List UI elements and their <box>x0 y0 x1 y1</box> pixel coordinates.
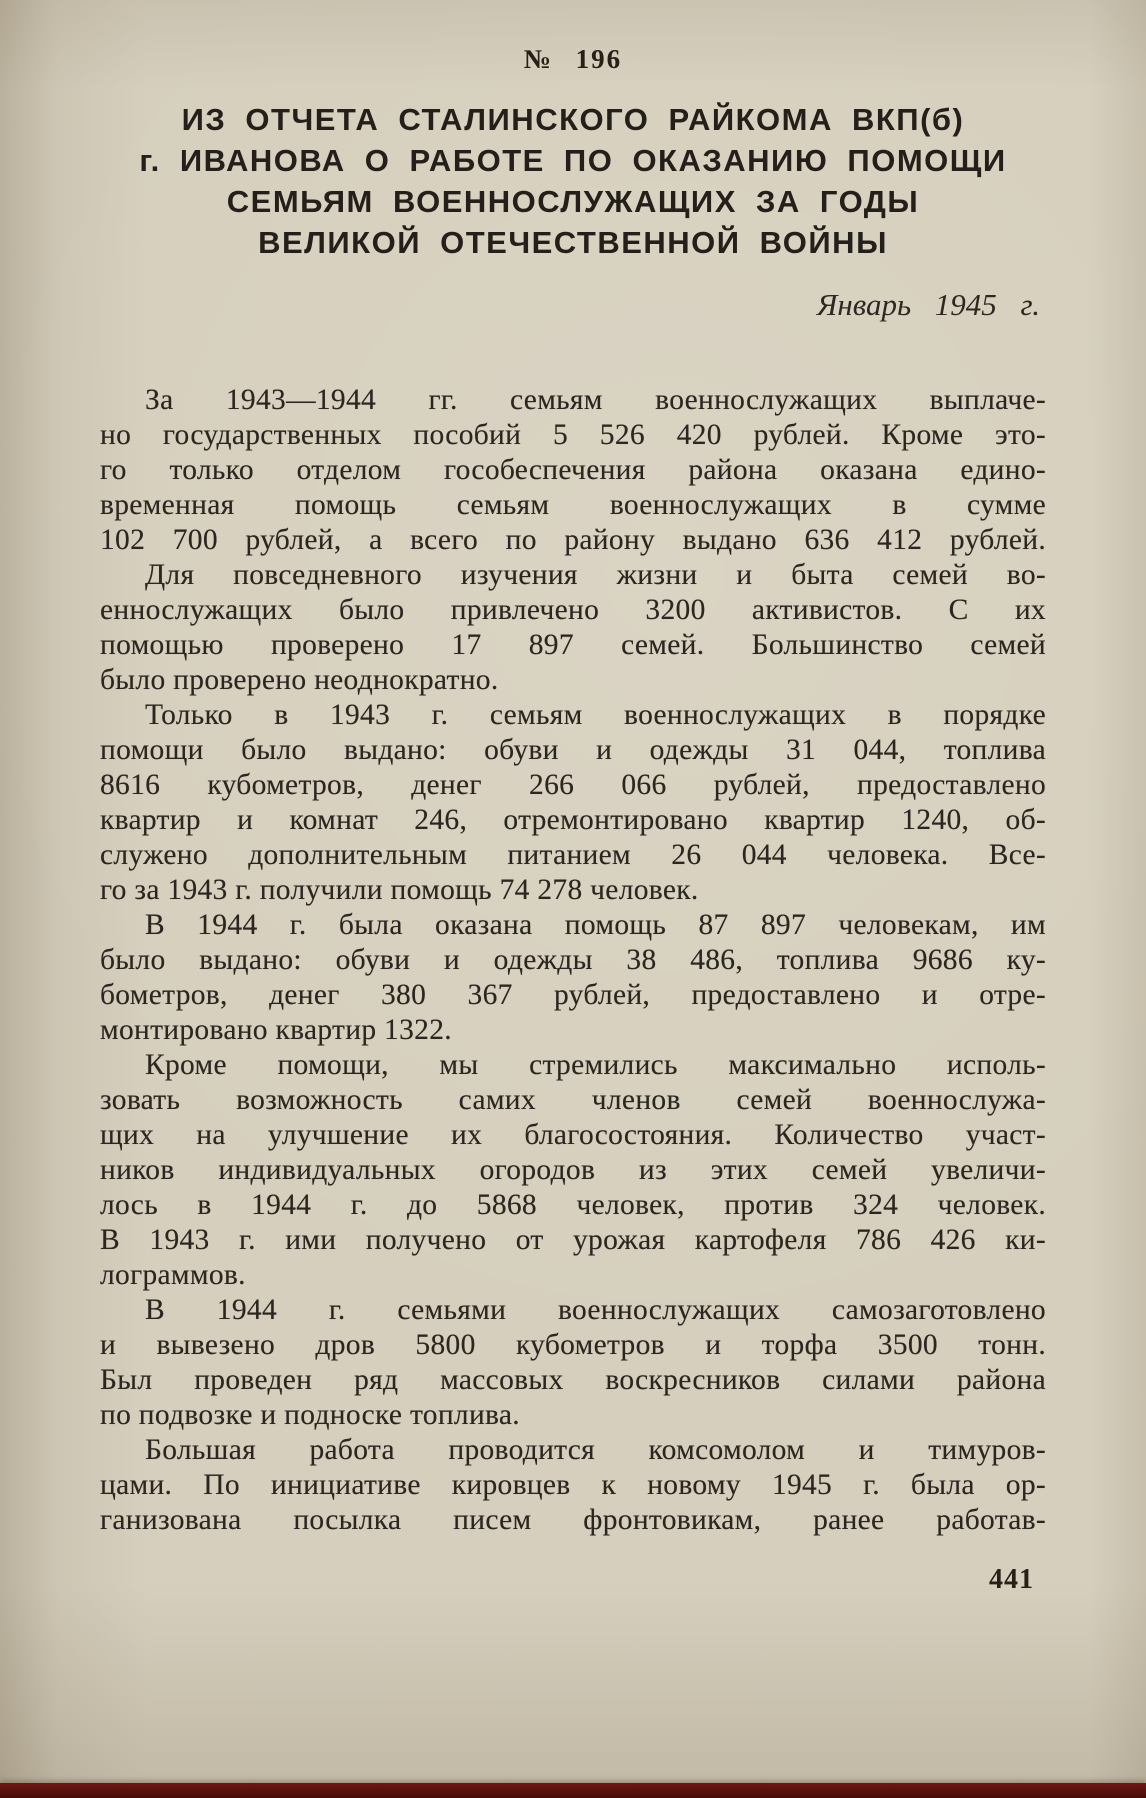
body-line: помощью проверено 17 897 семей. Большинство семей <box>100 629 1046 661</box>
body-line: монтировано квартир 1322. <box>100 1014 452 1046</box>
body-line: Большая работа проводится комсомолом и тимуров- <box>145 1434 1046 1466</box>
body-line: по подвозке и подноске топлива. <box>100 1399 520 1431</box>
doc-number: № 196 <box>523 44 623 74</box>
body-line: щих на улучшение их благосостояния. Количество участ- <box>100 1119 1046 1151</box>
body-line: лограммов. <box>100 1259 246 1291</box>
document-body <box>100 383 1046 1538</box>
body-line: зовать возможность самих членов семей военнослужа- <box>100 1084 1046 1116</box>
body-line: служено дополнительным питанием 26 044 человека. Все- <box>100 839 1046 871</box>
body-line: Был проведен ряд массовых воскресников силами района <box>100 1364 1046 1396</box>
book-binding-edge <box>0 1783 1146 1798</box>
title-line-1: ИЗ ОТЧЕТА СТАЛИНСКОГО РАЙКОМА ВКП(б) <box>181 102 965 137</box>
body-line: В 1944 г. семьями военнослужащих самозаготовлено <box>145 1294 1046 1326</box>
body-line: еннослужащих было привлечено 3200 активистов. С их <box>100 594 1046 626</box>
body-line: Только в 1943 г. семьям военнослужащих в порядке <box>145 699 1046 731</box>
body-line: и вывезено дров 5800 кубометров и торфа 3500 тонн. <box>100 1329 1046 1361</box>
body-line: ганизована посылка писем фронтовикам, ранее работав- <box>100 1504 1046 1536</box>
body-line: ников индивидуальных огородов из этих семей увеличи- <box>100 1154 1046 1186</box>
body-line: лось в 1944 г. до 5868 человек, против 324 человек. <box>100 1189 1046 1221</box>
body-line: было проверено неоднократно. <box>100 664 499 696</box>
title-line-4: ВЕЛИКОЙ ОТЕЧЕСТВЕННОЙ ВОЙНЫ <box>258 225 888 260</box>
body-line: помощи было выдано: обуви и одежды 31 044, топлива <box>100 734 1046 766</box>
body-line: 102 700 рублей, а всего по району выдано 636 412 рублей. <box>100 524 1046 556</box>
title-line-3: СЕМЬЯМ ВОЕННОСЛУЖАЩИХ ЗА ГОДЫ <box>226 184 920 219</box>
body-line: В 1943 г. ими получено от урожая картофеля 786 426 ки- <box>100 1224 1046 1256</box>
body-line: было выдано: обуви и одежды 38 486, топлива 9686 ку- <box>100 944 1046 976</box>
body-line: бометров, денег 380 367 рублей, предоставлено и отре- <box>100 979 1046 1011</box>
body-line: квартир и комнат 246, отремонтировано квартир 1240, об- <box>100 804 1046 836</box>
body-line: За 1943—1944 гг. семьям военнослужащих выплаче- <box>145 384 1046 416</box>
body-line: но государственных пособий 5 526 420 рублей. Кроме это- <box>100 419 1046 451</box>
page-number: 441 <box>989 1564 1034 1595</box>
body-line: го за 1943 г. получили помощь 74 278 человек. <box>100 874 699 906</box>
body-line: временная помощь семьям военнослужащих в сумме <box>100 489 1046 521</box>
body-line: В 1944 г. была оказана помощь 87 897 человекам, им <box>145 909 1046 941</box>
title-line-2: г. ИВАНОВА О РАБОТЕ ПО ОКАЗАНИЮ ПОМОЩИ <box>139 143 1007 178</box>
body-line: Для повседневного изучения жизни и быта семей во- <box>145 559 1046 591</box>
body-line: цами. По инициативе кировцев к новому 1945 г. была ор- <box>100 1469 1046 1501</box>
document-title <box>100 99 1046 263</box>
body-line: 8616 кубометров, денег 266 066 рублей, предоставлено <box>100 769 1046 801</box>
body-line: го только отделом гособеспечения района оказана едино- <box>100 454 1046 486</box>
date-line: Январь 1945 г. <box>816 287 1040 322</box>
body-line: Кроме помощи, мы стремились максимально исполь- <box>145 1049 1046 1081</box>
